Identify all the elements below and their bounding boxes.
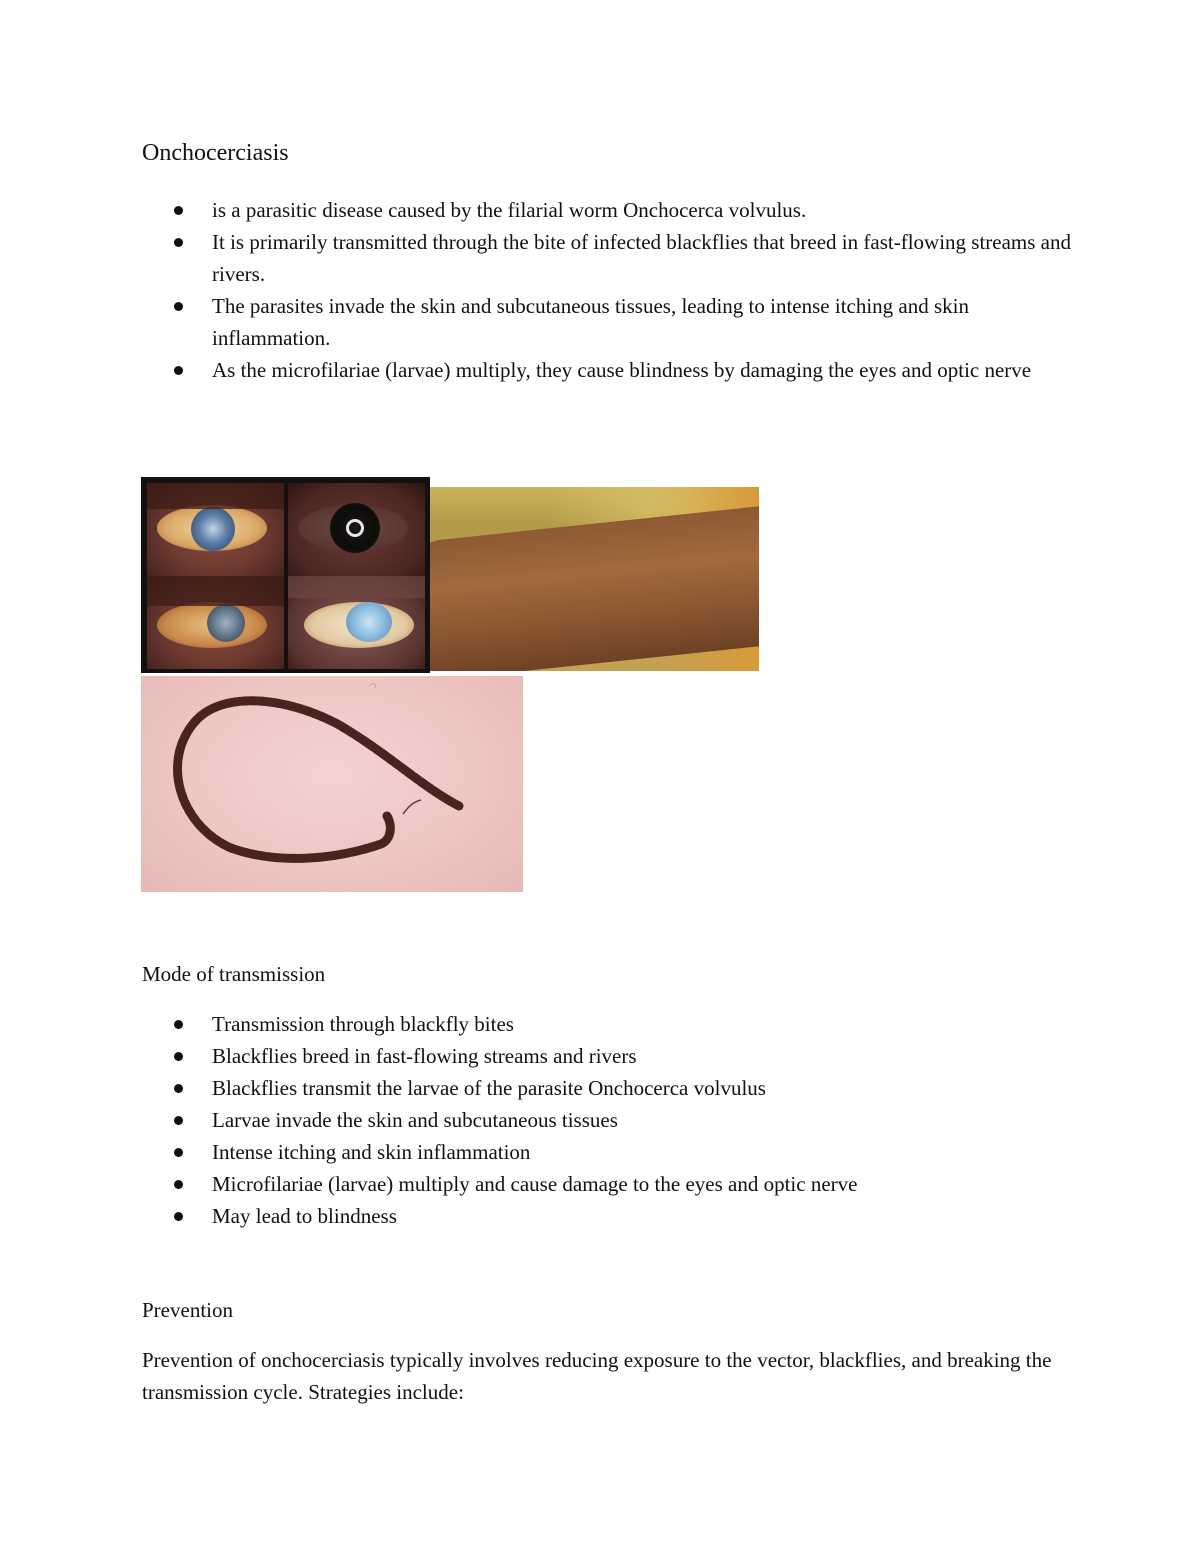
- bullet-icon: [174, 1084, 183, 1093]
- list-item: Larvae invade the skin and subcutaneous tissues: [174, 1104, 1074, 1136]
- transmission-heading: Mode of transmission: [142, 962, 326, 986]
- transmission-bullet-list: [174, 1008, 1074, 1232]
- bullet-icon: [174, 1052, 183, 1061]
- bullet-icon: [174, 366, 183, 375]
- list-item: Blackflies transmit the larvae of the parasite Onchocerca volvulus: [174, 1072, 1074, 1104]
- eye-photo-1: [147, 483, 284, 576]
- page-title: Onchocerciasis: [142, 140, 289, 166]
- bullet-icon: [174, 1020, 183, 1029]
- list-item: Intense itching and skin inflammation: [174, 1136, 1074, 1168]
- list-item: is a parasitic disease caused by the filarial worm Onchocerca volvulus.: [174, 194, 1074, 226]
- bullet-icon: [174, 1212, 183, 1221]
- list-item: May lead to blindness: [174, 1200, 1074, 1232]
- microfilaria-photo: [141, 676, 523, 892]
- eye-photo-2: [288, 483, 425, 576]
- bullet-icon: [174, 238, 183, 247]
- bullet-icon: [174, 302, 183, 311]
- list-item: The parasites invade the skin and subcutaneous tissues, leading to intense itching and skin inflammation.: [174, 290, 1074, 354]
- eye-photo-4: [288, 576, 425, 669]
- list-item: As the microfilariae (larvae) multiply, they cause blindness by damaging the eyes and optic nerve: [174, 354, 1074, 386]
- list-item: It is primarily transmitted through the bite of infected blackflies that breed in fast-flowing streams and rivers.: [174, 226, 1074, 290]
- eye-lesions-photo: [141, 477, 430, 673]
- bullet-icon: [174, 1180, 183, 1189]
- list-item: Blackflies breed in fast-flowing streams and rivers: [174, 1040, 1074, 1072]
- bullet-icon: [174, 1116, 183, 1125]
- bullet-icon: [174, 1148, 183, 1157]
- intro-bullet-list: [174, 194, 1074, 386]
- list-item: Microfilariae (larvae) multiply and cause damage to the eyes and optic nerve: [174, 1168, 1074, 1200]
- skin-lesion-arm-photo: [430, 487, 759, 671]
- eye-photo-3: [147, 576, 284, 669]
- bullet-icon: [174, 206, 183, 215]
- microfilaria-drawing: [141, 676, 523, 892]
- list-item: Transmission through blackfly bites: [174, 1008, 1074, 1040]
- prevention-paragraph: Prevention of onchocerciasis typically involves reducing exposure to the vector, blackflies, and breaking the transmission cycle. Strategies include:: [142, 1348, 1052, 1404]
- prevention-heading: Prevention: [142, 1298, 233, 1322]
